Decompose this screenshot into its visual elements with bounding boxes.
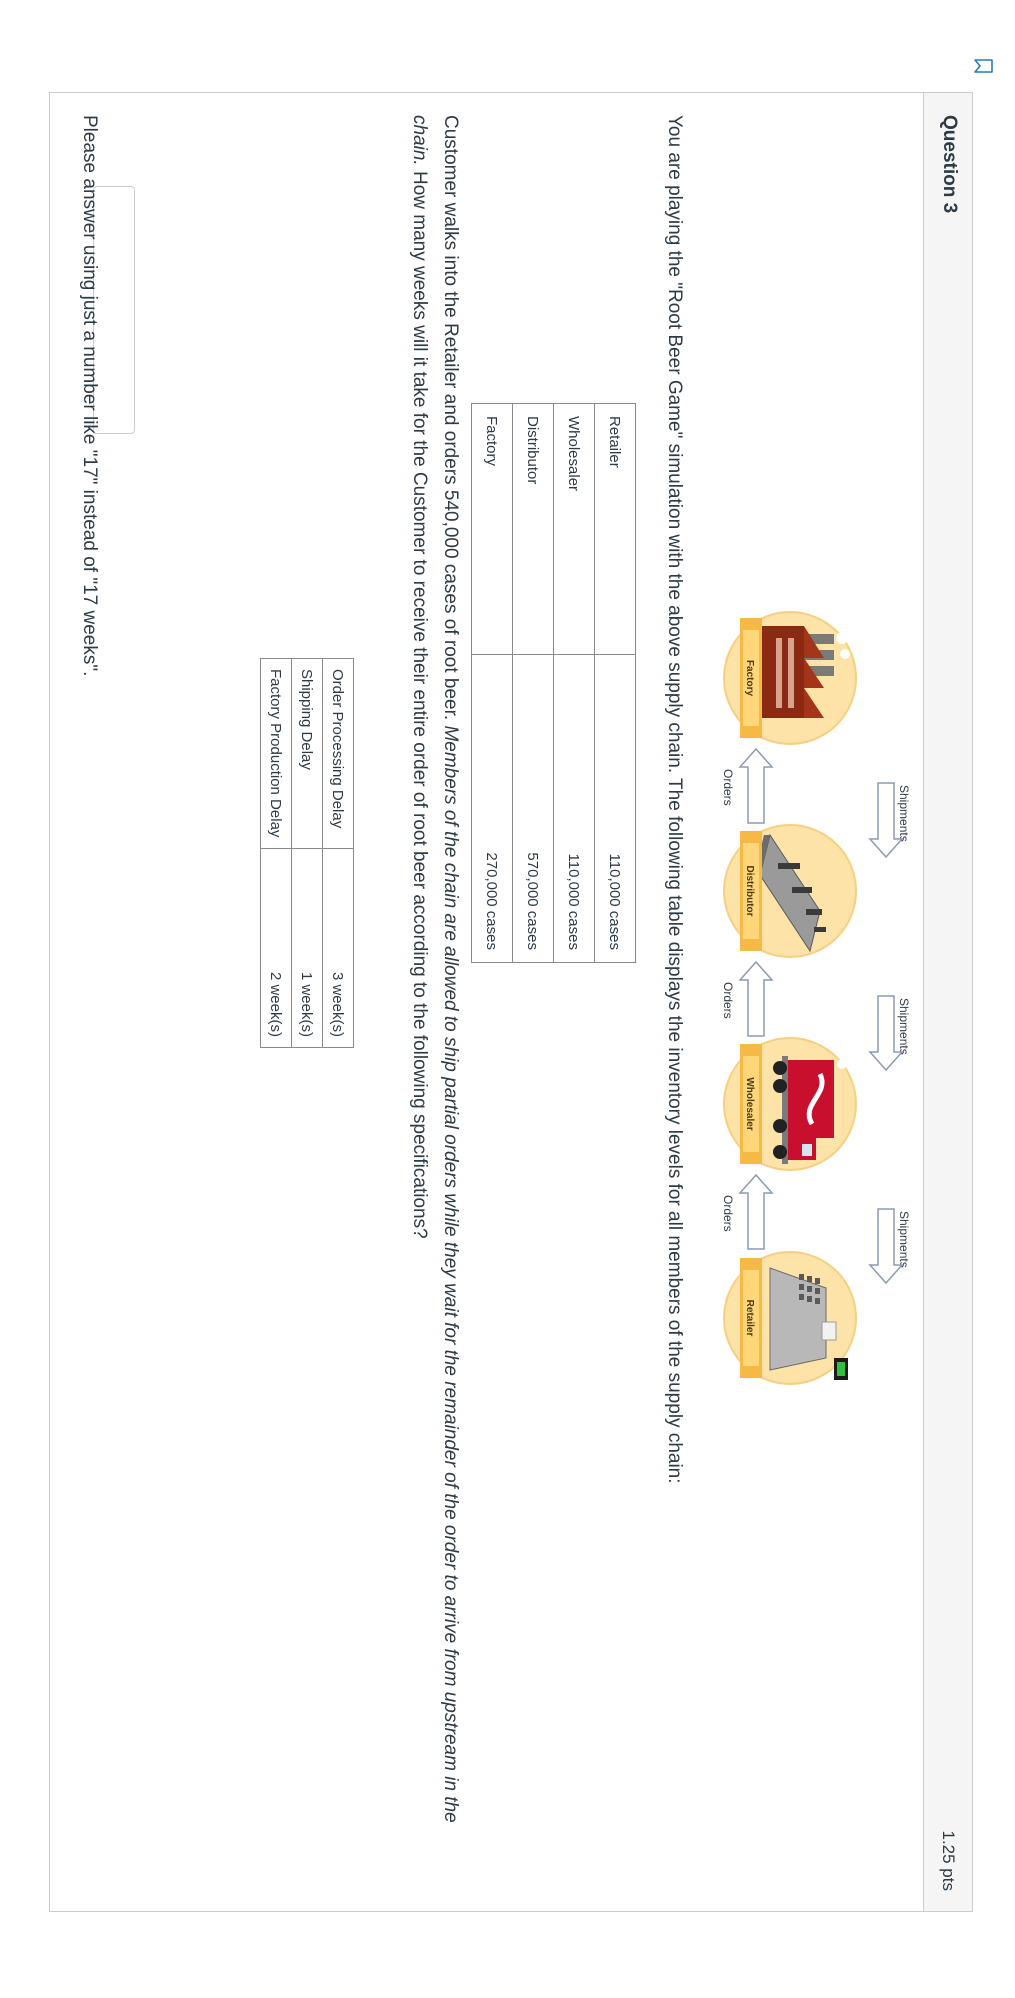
supply-chain-diagram — [716, 583, 916, 1413]
question-header — [923, 93, 972, 1911]
inventory-member: Retailer — [595, 404, 636, 655]
question-card — [49, 92, 973, 1912]
orders-arrow-3 — [721, 1175, 772, 1249]
shipments-arrow-2 — [870, 996, 911, 1070]
inventory-level: 110,000 cases — [554, 655, 595, 963]
question-text — [404, 115, 466, 1855]
wholesaler-node — [724, 1038, 856, 1170]
inventory-member: Wholesaler — [554, 404, 595, 655]
question-title: Question 3 — [939, 115, 960, 214]
table-row — [292, 659, 323, 1048]
spec-value: 1 week(s) — [292, 849, 323, 1048]
retailer-node — [724, 1252, 856, 1384]
specifications-table — [260, 658, 354, 1048]
shipments-arrow-3 — [870, 1209, 911, 1283]
orders-label-1: Orders — [721, 769, 735, 806]
bookmark-flag-icon[interactable] — [973, 58, 993, 74]
orders-arrow-1 — [721, 749, 772, 823]
shipments-label-2: Shipments — [897, 998, 911, 1055]
inventory-member: Factory — [472, 404, 513, 655]
shipments-arrow-1 — [870, 783, 911, 857]
table-row — [513, 404, 554, 963]
table-row — [554, 404, 595, 963]
inventory-level: 570,000 cases — [513, 655, 554, 963]
spec-label: Shipping Delay — [292, 659, 323, 849]
spec-value: 2 week(s) — [261, 849, 292, 1048]
orders-arrow-2 — [721, 962, 772, 1036]
intro-text: You are playing the "Root Beer Game" simulation with the above supply chain. The following table displays the inventory levels for all members of the supply chain: — [664, 115, 685, 1484]
table-row — [261, 659, 292, 1048]
inventory-member: Distributor — [513, 404, 554, 655]
question-text-part1: Customer walks into the Retailer and orders 540,000 cases of root beer. — [440, 115, 461, 726]
inventory-level: 110,000 cases — [595, 655, 636, 963]
table-row — [595, 404, 636, 963]
question-text-part2: How many weeks will it take for the Customer to receive their entire order of root beer according to the following specifications? — [409, 165, 430, 1239]
wholesaler-label: Wholesaler — [744, 1077, 755, 1131]
question-text-italic: Members of the chain are allowed to ship partial orders while they wait for the remainder of the order to arrive from upstream in the chain. — [409, 115, 461, 1823]
table-row — [323, 659, 354, 1048]
table-row — [472, 404, 513, 963]
spec-label: Order Processing Delay — [323, 659, 354, 849]
factory-node — [724, 612, 856, 744]
retailer-label: Retailer — [744, 1299, 755, 1337]
inventory-table — [471, 403, 636, 963]
spec-value: 3 week(s) — [323, 849, 354, 1048]
spec-label: Factory Production Delay — [261, 659, 292, 849]
orders-label-2: Orders — [721, 982, 735, 1019]
inventory-level: 270,000 cases — [472, 655, 513, 963]
shipments-label-1: Shipments — [897, 785, 911, 842]
distributor-node — [724, 825, 856, 957]
orders-label-3: Orders — [721, 1195, 735, 1232]
answer-hint: Please answer using just a number like "17" instead of "17 weeks". — [79, 115, 100, 677]
distributor-label: Distributor — [744, 865, 755, 917]
factory-label: Factory — [744, 659, 755, 697]
question-points: 1.25 pts — [939, 1830, 958, 1891]
shipments-label-3: Shipments — [897, 1211, 911, 1268]
